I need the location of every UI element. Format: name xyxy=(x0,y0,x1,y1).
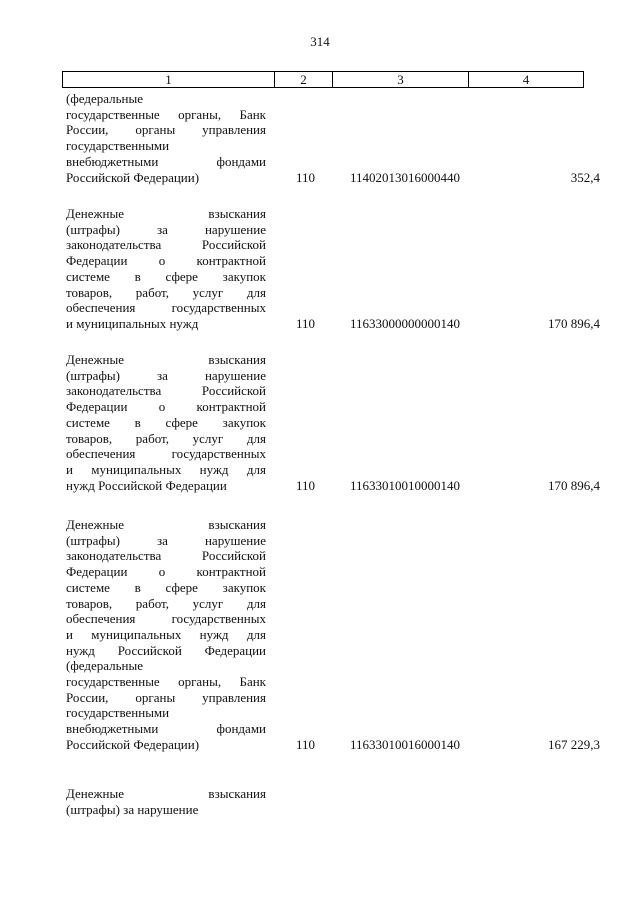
description-line: (штрафы) за нарушение xyxy=(66,532,266,548)
budget-class-code: 11633000000000140 xyxy=(350,315,461,331)
description-line: и муниципальных нужд для xyxy=(66,461,266,477)
description-line: Денежные взыскания xyxy=(66,352,266,367)
page-number: 314 xyxy=(310,34,330,49)
description-line: государственные органы, Банк xyxy=(66,106,266,122)
budget-class-code: 11402013016000440 xyxy=(350,169,461,185)
description-line: и муниципальных нужд xyxy=(66,315,199,331)
admin-code: 110 xyxy=(296,477,316,493)
description-line: системе в сфере закупок xyxy=(66,579,266,595)
description-line: Российской Федерации) xyxy=(66,169,200,185)
description-line: Российской Федерации) xyxy=(66,736,200,752)
row-description xyxy=(66,517,266,753)
admin-code: 110 xyxy=(296,169,316,185)
budget-class-code: 11633010016000140 xyxy=(350,736,461,752)
description-line: законодательства Российской xyxy=(66,383,266,399)
description-line: Федерации о контрактной xyxy=(66,564,266,580)
admin-code: 110 xyxy=(296,315,316,331)
description-line: товаров, работ, услуг для xyxy=(66,284,266,300)
description-line: системе в сфере закупок xyxy=(66,268,266,284)
description-line: (федеральные xyxy=(66,658,143,674)
row-description xyxy=(66,206,266,332)
description-line: Денежные взыскания xyxy=(66,517,266,532)
description-line: товаров, работ, услуг для xyxy=(66,430,266,446)
amount: 167 229,3 xyxy=(548,736,600,752)
description-line: обеспечения государственных xyxy=(66,446,266,462)
description-line: обеспечения государственных xyxy=(66,611,266,627)
row-description xyxy=(66,352,266,493)
amount: 170 896,4 xyxy=(548,477,600,493)
description-line: России, органы управления xyxy=(66,689,266,705)
description-line: России, органы управления xyxy=(66,122,266,138)
description-line: Денежные взыскания xyxy=(66,786,266,801)
amount: 170 896,4 xyxy=(548,315,600,331)
description-line: и муниципальных нужд для xyxy=(66,626,266,642)
header-col-1: 1 xyxy=(63,72,275,87)
description-line: Федерации о контрактной xyxy=(66,399,266,415)
admin-code: 110 xyxy=(296,736,316,752)
amount: 352,4 xyxy=(570,169,600,185)
description-line: внебюджетными фондами xyxy=(66,721,266,737)
description-line: системе в сфере закупок xyxy=(66,414,266,430)
description-line: (штрафы) за нарушение xyxy=(66,367,266,383)
budget-class-code: 11633010010000140 xyxy=(350,477,461,493)
description-line: нужд Российской Федерации xyxy=(66,477,227,493)
header-col-2: 2 xyxy=(275,72,333,87)
description-line: государственными xyxy=(66,705,170,721)
description-line: нужд Российской Федерации xyxy=(66,642,266,658)
description-line: обеспечения государственных xyxy=(66,300,266,316)
description-line: законодательства Российской xyxy=(66,237,266,253)
row-description xyxy=(66,786,266,817)
description-line: государственными xyxy=(66,138,170,154)
description-line: (штрафы) за нарушение xyxy=(66,221,266,237)
header-col-4: 4 xyxy=(522,72,530,87)
description-line: товаров, работ, услуг для xyxy=(66,595,266,611)
row-description xyxy=(66,91,266,185)
header-col-3: 3 xyxy=(333,72,469,87)
table-header xyxy=(62,71,584,88)
description-line: (штрафы) за нарушение xyxy=(66,801,199,817)
description-line: Федерации о контрактной xyxy=(66,253,266,269)
description-line: законодательства Российской xyxy=(66,548,266,564)
description-line: государственные органы, Банк xyxy=(66,674,266,690)
description-line: Денежные взыскания xyxy=(66,206,266,221)
description-line: внебюджетными фондами xyxy=(66,153,266,169)
description-line: (федеральные xyxy=(66,91,143,106)
